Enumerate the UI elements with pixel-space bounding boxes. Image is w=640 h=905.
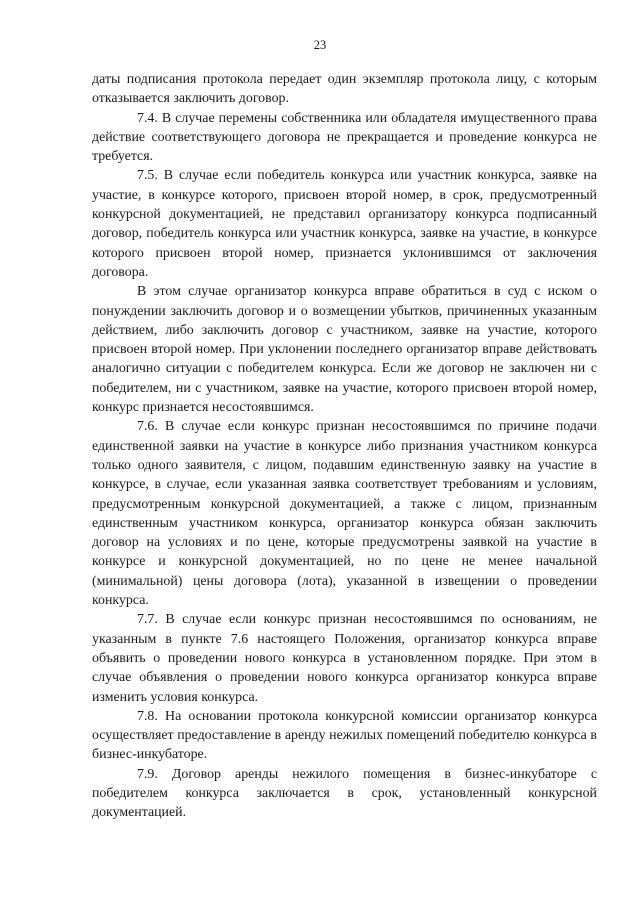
paragraph-7-4: 7.4. В случае перемены собственника или обладателя имущественного права действие соответствующего договора не прекращается и проведение конкурса не требуется. [92, 110, 597, 165]
paragraph-7-6: 7.6. В случае если конкурс признан несостоявшимся по причине подачи единственной заявки на участие в конкурсе либо признания участником конкурса только одного заявителя, с лицом, подавшим единственную заявку на участие в конкурсе, в случае, если указанная заявка соответствует требованиям и условиям, предусмотренным конкурсной документацией, а также с лицом, признанным единственным участником конкурса, организатор конкурса обязан заключить договор на условиях и по цене, которые предусмотрены заявкой на участие в конкурсе и конкурсной документацией, но по цене не менее начальной (минимальной) цены договора (лота), указанной в извещении о проведении конкурса. [92, 419, 597, 609]
paragraph-7-9: 7.9. Договор аренды нежилого помещения в бизнес-инкубаторе с победителем конкурса заключается в срок, установленный конкурсной документацией. [92, 766, 597, 821]
document-body [92, 70, 597, 823]
paragraph-continuation: даты подписания протокола передает один экземпляр протокола лицу, с которым отказывается заключить договор. [92, 72, 597, 107]
paragraph-7-7: 7.7. В случае если конкурс признан несостоявшимся по основаниям, не указанным в пункте 7.6 настоящего Положения, организатор конкурса вправе объявить о проведении нового конкурса в установленном порядке. При этом в случае объявления о проведении нового конкурса организатор конкурса вправе изменить условия конкурса. [92, 612, 597, 705]
paragraph-7-5: 7.5. В случае если победитель конкурса или участник конкурса, заявке на участие, в конкурсе которого, присвоен второй номер, в срок, предусмотренный конкурсной документацией, не представил организатору конкурса подписанный договор, победитель конкурса или участник конкурса, заявке на участие, в конкурсе которого присвоен второй номер, признается уклонившимся от заключения договора. [92, 168, 597, 280]
paragraph-7-8: 7.8. На основании протокола конкурсной комиссии организатор конкурса осуществляет предоставление в аренду нежилых помещений победителю конкурса в бизнес-инкубаторе. [92, 708, 597, 763]
paragraph-7-5-consequences: В этом случае организатор конкурса вправе обратиться в суд с иском о понуждении заключить договор и о возмещении убытков, причиненных указанным действием, либо заключить договор с участником, заявке на участие, которого присвоен второй номер. При уклонении последнего организатор вправе действовать аналогично ситуации с победителем конкурса. Если же договор не заключен ни с победителем, ни с участником, заявке на участие, которого присвоен второй номер, конкурс признается несостоявшимся. [92, 284, 597, 416]
page-number: 23 [313, 38, 327, 52]
